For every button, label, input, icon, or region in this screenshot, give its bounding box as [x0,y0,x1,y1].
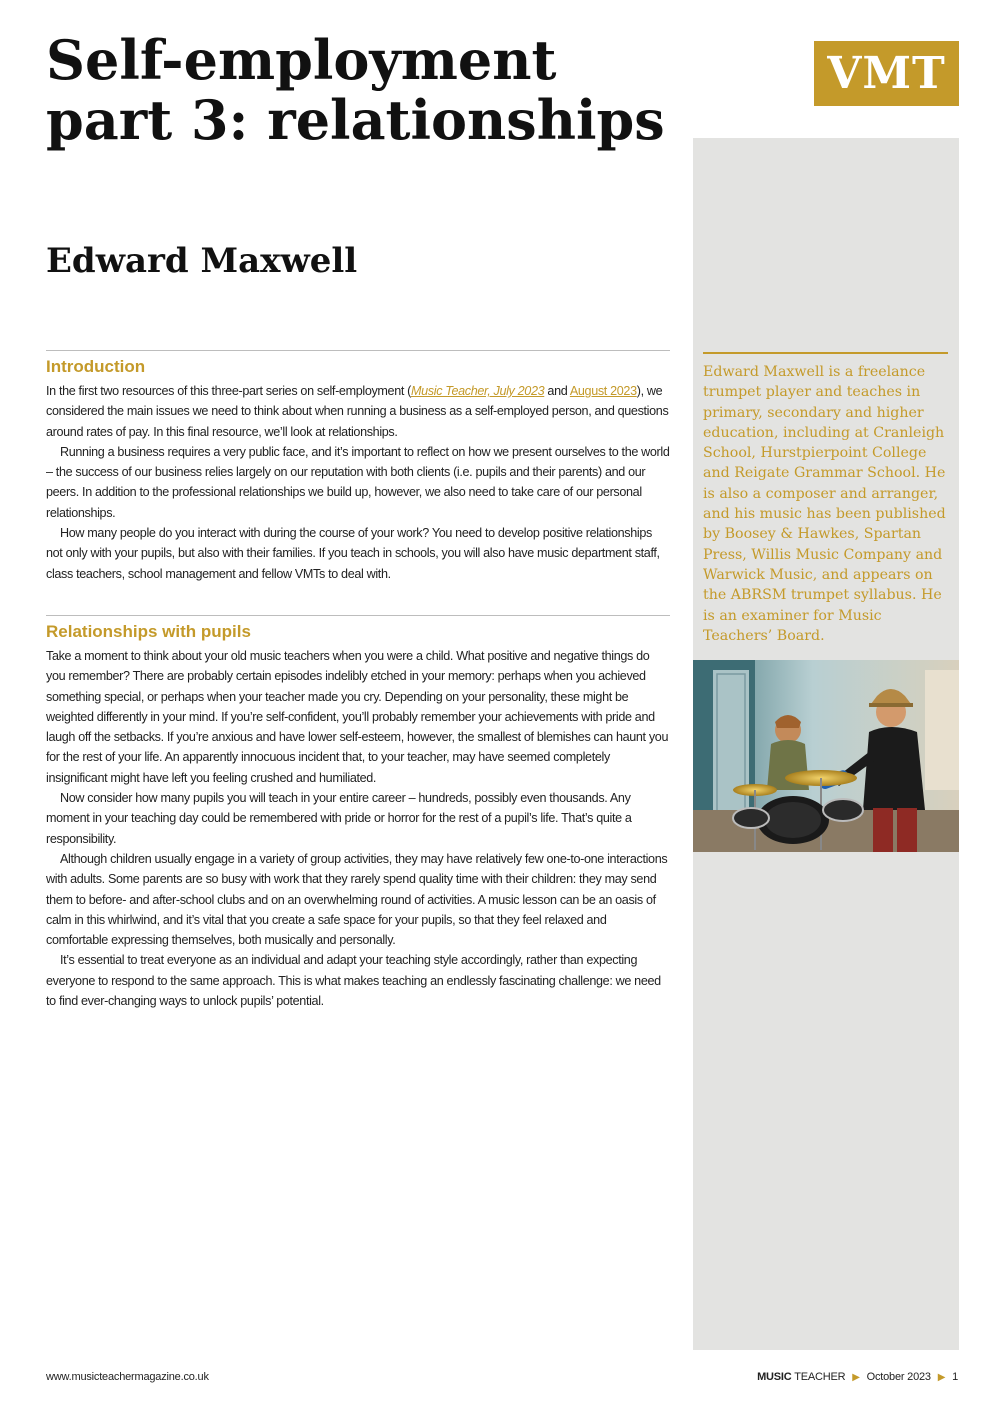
intro-paragraph-3: How many people do you interact with during the course of your work? You need to develop positive relationships not only with your pupils, but also with their families. If you teach in schools, you will also have music department staff, class teachers, school management and fellow VMTs to deal with. [46,526,660,581]
footer-date: October 2023 [866,1371,931,1383]
pupils-section [46,615,670,1011]
section-divider [46,350,670,351]
introduction-section [46,350,670,584]
page-number: 1 [952,1371,958,1383]
footer-mag-rest: TEACHER [794,1371,846,1383]
article-title: Self-employment part 3: relationships [46,28,665,152]
pupils-paragraph-3: Although children usually engage in a variety of group activities, they may have relatively few one-to-one interactions with adults. Some parents are so busy with work that they rarely spend quality time with their children: they may send them to before- and after-school clubs and on an overwhelming round of activities. A music lesson can be an oasis of calm in this whirlwind, and it’s vital that you create a safe space for your pupils, so that they feel relaxed and comfortable expressing themselves, both musically and personally. [46,851,668,948]
intro-paragraph-2: Running a business requires a very public face, and it’s important to reflect on how we present ourselves to the world – the success of our business relies largely on our reputation with both clients (i.e. pupils and their parents) and our peers. In addition to the professional relationships we build up, however, we also need to take care of our personal relationships. [46,444,670,520]
author-name: Edward Maxwell [46,241,358,281]
pupils-paragraph-2: Now consider how many pupils you will teach in your entire career – hundreds, possibly even thousands. Any moment in your teaching day could be remembered with pride or horror for the rest of a pupil’s life. That’s quite a responsibility. [46,791,632,846]
august-2023-link[interactable]: August 2023 [569,384,637,398]
arrow-right-icon: ▶ [937,1372,946,1383]
intro-paragraph-1: In the first two resources of this three-part series on self-employment (Music Teacher, July 2023 and August 2023), we considered the main issues we need to think about when running a business as a self-employed person, and questions around rates of pay. In this final resource, we’ll look at relationships. [46,384,669,439]
section-heading: Introduction [46,357,146,376]
footer-masthead [757,1371,958,1383]
footer-mag-bold: MUSIC [757,1371,792,1383]
pupils-paragraph-1: Take a moment to think about your old music teachers when you were a child. What positive and negative things do you remember? There are probably certain episodes indelibly etched in your memory: perhaps when you achieved something special, or perhaps when your teacher made you cry. Depending on your personality, these might be weighted differently in your mind. If you’re self-confident, you’ll probably remember your achievements with pride and laugh off the setbacks. If you’re anxious and have lower self-esteem, however, the smallest of blemishes can haunt you for the rest of your life. An apparently innocuous incident that, to your teacher, may have seemed completely insignificant might have left you feeling crushed and humiliated. [46,649,669,785]
vmt-logo: VMT [814,41,959,106]
pupils-paragraph-4: It’s essential to treat everyone as an individual and adapt your teaching style accordingly, rather than expecting everyone to respond to the same approach. This is what makes teaching an endlessly fascinating challenge: we need to find ever-changing ways to unlock pupils’ potential. [46,953,661,1009]
bio-divider [703,352,948,354]
music-teacher-july-link[interactable]: Music Teacher, July 2023 [411,384,545,398]
section-divider [46,615,670,616]
footer-website: www.musicteachermagazine.co.uk [46,1371,209,1383]
drum-lesson-photo [693,660,959,852]
section-heading: Relationships with pupils [46,622,251,641]
author-bio: Edward Maxwell is a freelance trumpet player and teaches in primary, secondary and higher education, including at Cranleigh School, Hurstpierpoint College and Reigate Grammar School. He is also a composer and arranger, and his music has been published by Boosey & Hawkes, Spartan Press, Willis Music Company and Warwick Music, and appears on the ABRSM trumpet syllabus. He is an examiner for Music Teachers’ Board. [703,364,946,644]
arrow-right-icon: ▶ [852,1372,860,1383]
